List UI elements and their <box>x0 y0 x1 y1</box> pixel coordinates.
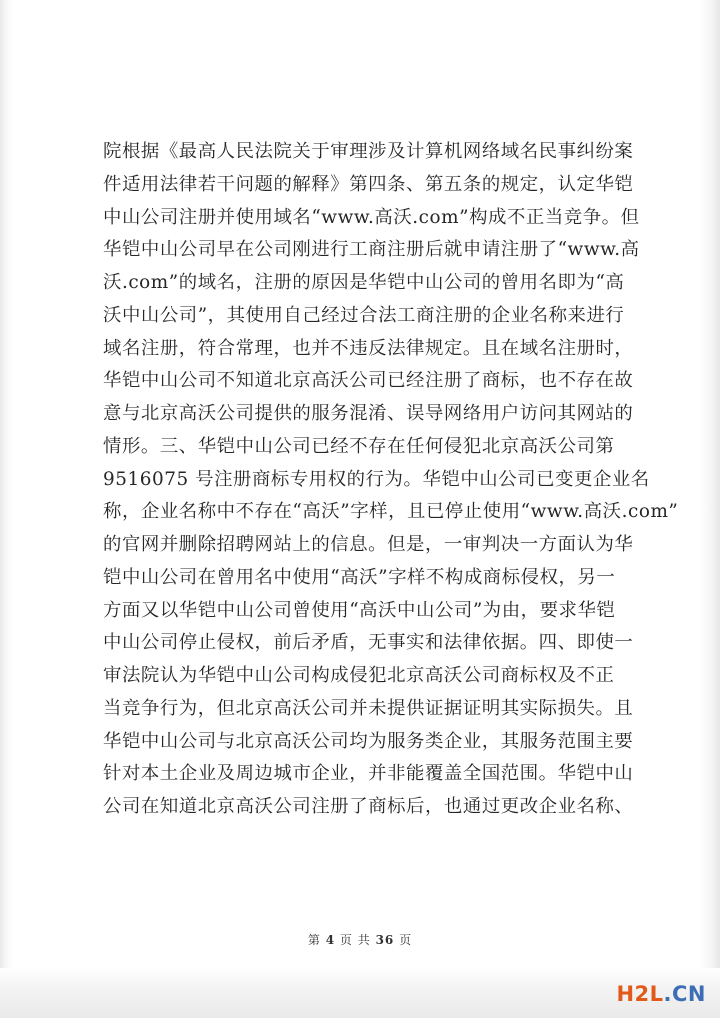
text-line: 针对本土企业及周边城市企业，并非能覆盖全国范围。华铠中山 <box>103 763 634 785</box>
text-line: 中山公司注册并使用域名“www.高沃.com”构成不正当竞争。但 <box>103 206 640 228</box>
watermark-dot: . <box>663 982 672 1006</box>
watermark-tld: CN <box>672 982 706 1006</box>
text-line: 院根据《最高人民法院关于审理涉及计算机网络域名民事纠纷案 <box>103 141 634 162</box>
total-page-count: 36 <box>375 933 395 947</box>
text-line: 称，企业名称中不存在“高沃”字样，且已停止使用“www.高沃.com” <box>103 501 679 523</box>
text-line: 9516075 号注册商标专用权的行为。华铠中山公司已变更企业名 <box>103 468 650 490</box>
text-line: 华铠中山公司早在公司刚进行工商注册后就申请注册了“www.高 <box>103 239 640 261</box>
text-line: 审法院认为华铠中山公司构成侵犯北京高沃公司商标权及不正 <box>103 665 615 686</box>
text-line: 情形。三、华铠中山公司已经不存在任何侵犯北京高沃公司第 <box>103 435 615 457</box>
scan-shadow-edge <box>0 968 720 1018</box>
watermark-brand: H2L <box>616 982 664 1006</box>
text-line: 沃中山公司”，其使用自己经过合法工商注册的企业名称来进行 <box>103 304 625 326</box>
text-line: 方面又以华铠中山公司曾使用“高沃中山公司”为由，要求华铠 <box>103 599 616 621</box>
text-line: 铠中山公司在曾用名中使用“高沃”字样不构成商标侵权，另一 <box>103 566 616 588</box>
text-line: 公司在知道北京高沃公司注册了商标后，也通过更改企业名称、 <box>103 796 634 817</box>
page-mid-text: 页 共 <box>339 933 371 947</box>
text-line: 件适用法律若干问题的解释》第四条、第五条的规定，认定华铠 <box>103 173 634 195</box>
text-line: 的官网并删除招聘网站上的信息。但是，一审判决一方面认为华 <box>103 534 634 555</box>
text-line: 华铠中山公司不知道北京高沃公司已经注册了商标，也不存在故 <box>103 370 634 392</box>
text-line: 中山公司停止侵权，前后矛盾，无事实和法律依据。四、即使一 <box>103 632 634 654</box>
page-suffix: 页 <box>399 933 413 947</box>
current-page-number: 4 <box>325 933 336 947</box>
text-line: 当竞争行为，但北京高沃公司并未提供证据证明其实际损失。且 <box>103 697 634 719</box>
h2l-watermark-logo <box>616 982 706 1006</box>
document-body <box>103 136 679 824</box>
page-prefix: 第 <box>307 933 321 947</box>
text-line: 意与北京高沃公司提供的服务混淆、误导网络用户访问其网站的 <box>103 403 634 424</box>
text-line: 域名注册，符合常理，也并不违反法律规定。且在域名注册时， <box>103 337 634 359</box>
text-line: 华铠中山公司与北京高沃公司均为服务类企业，其服务范围主要 <box>103 730 634 752</box>
page-number-footer <box>0 931 720 948</box>
text-line: 沃.com”的域名，注册的原因是华铠中山公司的曾用名即为“高 <box>103 272 625 293</box>
